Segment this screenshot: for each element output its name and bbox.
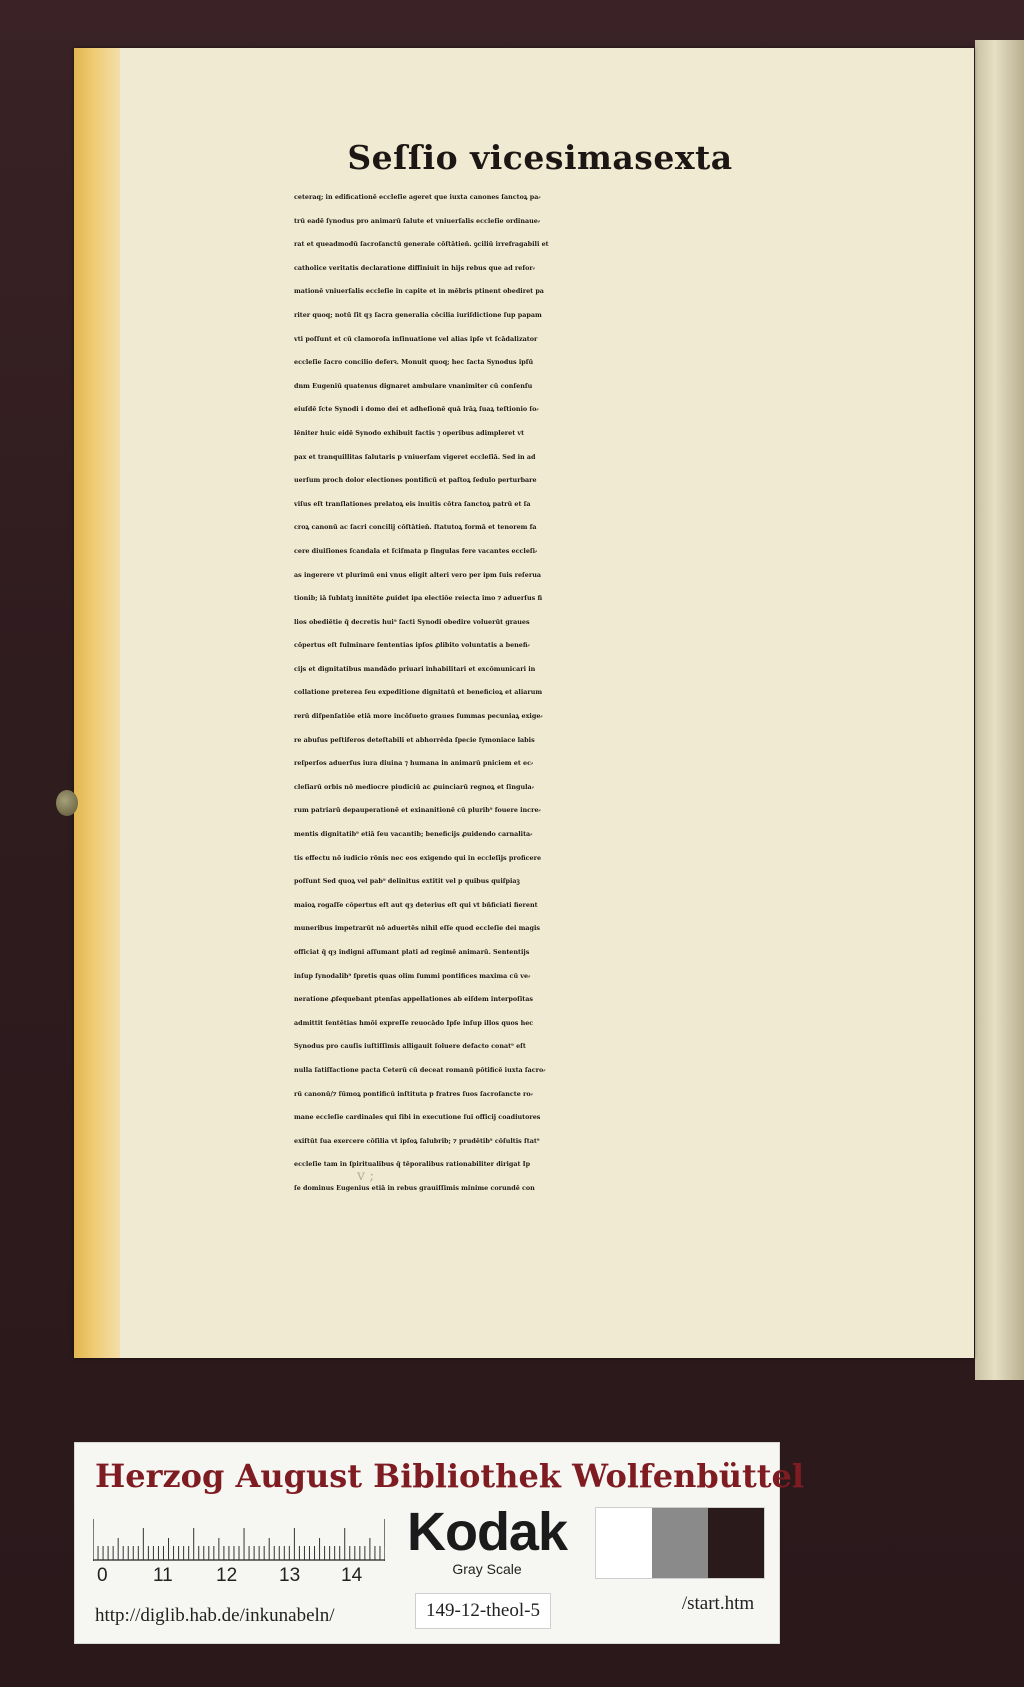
ruler-numbers: [93, 1565, 393, 1589]
text-line: rum patriarū depauperationē et exinanitionē cū plurib⁹ fouere incre⸗: [294, 806, 541, 815]
text-line: nulla ſatiſfactione pacta Ceterū cū deceat romanū pōtificē iuxta ſacro⸗: [294, 1065, 546, 1074]
text-line: cleſiarū orbis nō mediocre piudiciū ac ꝓuinciarū regnoꝝ et ſingula⸗: [294, 782, 534, 791]
shelfmark-label: 149-12-theol-5: [415, 1593, 551, 1629]
text-line: vti poſſunt et cū clamoroſa inſinuatione vel alias ipſe vt ſcādalizator: [294, 334, 538, 343]
text-line: collatione preterea ſeu expeditione dignitatū et beneficioꝝ et aliarum: [294, 688, 543, 697]
text-line: officiat q̄ qȝ indigni aſſumant plati ad regimē animarū. Sententijs: [294, 948, 530, 956]
text-line: rat et queadmodū ſacroſanctū generale cōſtātieñ. ꝯciliū irrefragabili et: [294, 240, 549, 249]
institution-name: Herzog August Bibliothek Wolfenbüttel: [95, 1457, 805, 1495]
text-line: mane eccleſie cardinales qui ſibi in executione ſui officij coadiutores: [294, 1113, 541, 1122]
gray-patch-white: [596, 1508, 652, 1578]
text-line: riter quoq; notū ſit qȝ ſacra generalia cōcilia iuriſdictione ſup papam: [294, 310, 542, 319]
text-line: exiſtūt ſua exercere cōſilia vt ipſoꝝ ſalubrib; ⁊ prudētib⁹ cōſultis ſtat⁹: [294, 1136, 540, 1145]
text-line: lios obediētie q̄ decretis hui⁹ ſacti Synodi obedire voluerūt graues: [294, 617, 530, 626]
text-line: viſus eſt tranſlationes prelatoꝝ eis inuitis cōtra ſanctoꝝ patrū et ſa: [294, 499, 531, 508]
text-line: eccleſie tam in ſpiritualibus q̄ tēporalibus rationabiliter dirigat Ip: [294, 1160, 531, 1169]
text-line: catholice veritatis declaratione diffiniuit in hijs rebus que ad refor⸗: [294, 263, 535, 272]
text-line: as ingerere vt plurimū eni vnus eligit alteri vero per ipm ſuis reſerua: [294, 570, 542, 579]
facing-page-edge: [975, 40, 1024, 1380]
start-link[interactable]: /start.htm: [681, 1593, 755, 1614]
text-line: cōpertus eſt fulminare ſententias ipſos ꝓlibito voluntatis a benefi⸗: [294, 641, 530, 650]
text-line: mentis dignitatib⁹ etiā ſeu vacantib; beneficijs ꝓuidendo carnalita⸗: [294, 830, 533, 839]
text-line: uerſum proch dolor electiones pontificū et paſtoꝝ ſedulo perturbare: [294, 476, 537, 485]
text-line: trū eadē ſynodus pro animarū ſalute et vniuerſalis eccleſie ordinaue⸗: [294, 216, 540, 225]
ruler-number: 11: [153, 1565, 173, 1586]
gray-patch-mid: [652, 1508, 708, 1578]
clasp-icon: [56, 790, 78, 816]
gray-patches: [595, 1507, 765, 1579]
text-line: rerū diſpenſatiōe etiā more incōſueto graues ſummas pecuniaꝝ exige⸗: [294, 712, 543, 721]
text-line: eiuſdē ſcte Synodi i domo dei et adheſionē quā lrāꝝ ſuaꝝ teſtionio ſo⸗: [294, 405, 539, 414]
text-line: pax et tranquillitas ſalutaris p vniuerſam vigeret eccleſiā. Sed in ad: [294, 452, 536, 461]
text-line: mationē vniuerſalis eccleſie in capite et in mēbris ptinent obediret pa: [294, 287, 544, 296]
ruler-number: 13: [279, 1565, 301, 1586]
text-line: maioꝝ rogaſſe cōpertus eſt aut qȝ deterius eſt qui vt bñficiati fierent: [294, 900, 538, 909]
ruler-number: 0: [97, 1565, 108, 1586]
color-target-card: [74, 1442, 805, 1644]
page-body-text: [294, 186, 920, 1201]
text-line: rū canonū/⁊ ſūmoꝝ pontificū inſtituta p fratres ſuos ſacroſancte ro⸗: [294, 1089, 533, 1098]
text-line: re abuſus peſtiferos deteſtabili et abhorrēda ſpecie ſymoniace labis: [294, 735, 535, 744]
collection-url: http://diglib.hab.de/inkunabeln/: [95, 1605, 335, 1626]
text-line: inſup ſynodalib⁹ ſpretis quas olim ſummi pontifices maxima cū ve⸗: [294, 971, 531, 980]
ruler-number: 12: [216, 1565, 238, 1586]
footer-mark: v ;: [357, 1168, 375, 1184]
page-heading: Seſſio vicesimasexta: [347, 138, 733, 177]
text-line: eccleſie ſacro concilio deferꝛ. Monuit quoq; hec ſacta Synodus ipſū: [294, 358, 534, 367]
text-line: muneribus impetrarūt nō aduertēs nihil eſſe quod eccleſie dei magis: [294, 924, 541, 933]
text-line: ceteraq; in edificationē eccleſie ageret que iuxta canones ſanctoꝝ pa⸗: [294, 193, 541, 201]
text-line: ſe dominus Eugenius etiā in rebus grauiſſimis minime corundē con: [294, 1183, 535, 1192]
page-gilt-edge: [74, 48, 120, 1358]
text-line: admittit ſentētias hmōi expreſſe reuocādo Ipſe inſup illos quos hec: [294, 1018, 534, 1027]
text-line: cere diuiſiones ſcandala et ſciſmata p ſingulas fere vacantes eccleſi⸗: [294, 546, 538, 555]
text-line: tionib; iā ſublatꝫ innitēte ꝓuidet ipa electiōe reiecta imo ⁊ aduerſus fi: [294, 594, 543, 603]
text-line: dnm Eugeniū quatenus dignaret ambulare vnanimiter cū conſenſu: [294, 381, 533, 390]
text-line: tis effectu nō iudicio rōnis nec eos exigendo qui in eccleſijs proficere: [294, 853, 542, 862]
text-line: cijs et dignitatibus mandādo priuari inhabilitari et excōmunicari in: [294, 664, 536, 673]
text-line: reſperſos aduerſus iura diuina ⁊ humana in animarū pniciem et ec⸗: [294, 759, 534, 768]
text-line: Synodus pro cauſis iuſtiſſimis alligauit ſoluere defacto conat⁹ eſt: [294, 1042, 526, 1051]
gray-patch-dark: [708, 1508, 764, 1578]
ruler-number: 14: [341, 1565, 363, 1586]
text-line: lēniter huic eidē Synodo exhibuit factis ⁊ operibus adimpleret vt: [294, 428, 525, 437]
kodak-logo: Kodak: [406, 1502, 568, 1562]
text-line: neratione ꝓſequebant ptenſas appellationes ab eiſdem interpoſitas: [294, 995, 533, 1004]
text-line: poſſunt Sed quoꝝ vel pab⁹ delinitus extitit vel p quibus quiſpiaꝫ: [294, 877, 520, 886]
gray-scale-label: Gray Scale: [452, 1561, 522, 1577]
text-line: croꝝ canonū ac ſacri concilij cōſtātieñ. ſtatutoꝝ formā et tenorem fa: [294, 523, 537, 532]
ruler-scale-icon: [93, 1519, 385, 1561]
